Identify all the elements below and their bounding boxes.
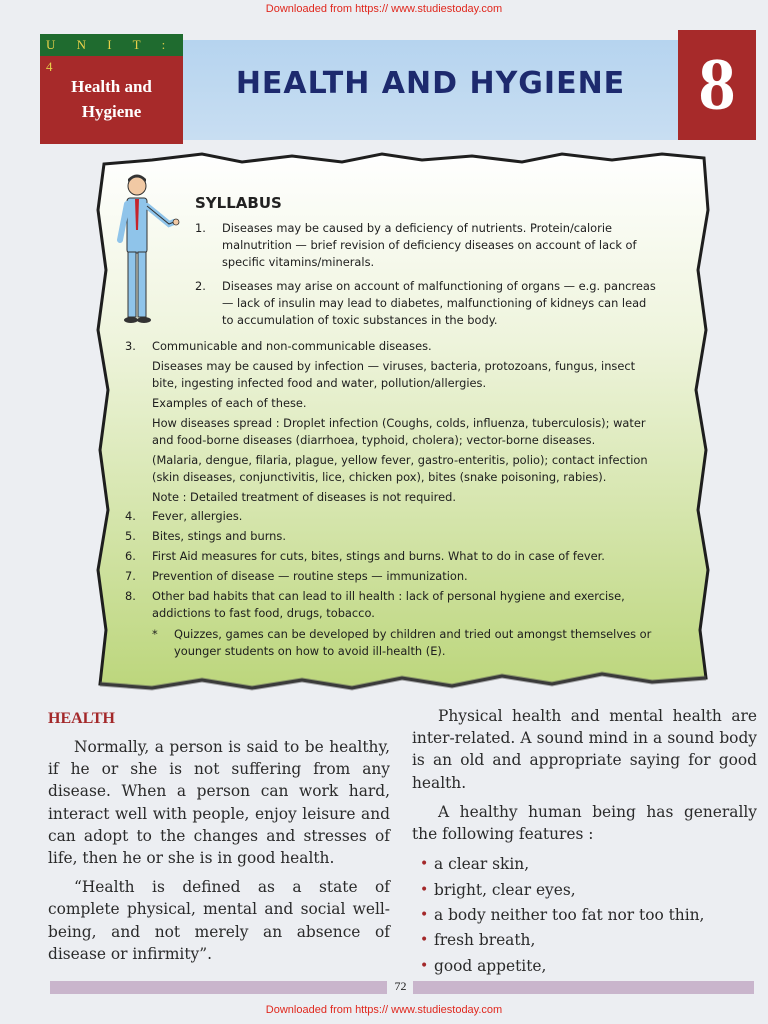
syllabus-line: Quizzes, games can be developed by children and tried out amongst themselves or [174,627,652,641]
syllabus-note: Note : Detailed treatment of diseases is not required. [152,490,456,504]
syllabus-item-text [152,508,242,525]
download-link-bottom[interactable]: Downloaded from https:// www.studiestoday.com [265,1004,503,1016]
syllabus-item-number: 3. [125,339,136,353]
syllabus-line: Other bad habits that can lead to ill health : lack of personal hygiene and exercise, [152,589,625,603]
bullet-icon: • [420,932,429,949]
unit-title-line2: Hygiene [81,102,142,121]
unit-box [40,34,183,144]
syllabus-item-number: 4. [125,509,136,523]
bullet-icon: • [420,957,429,974]
syllabus-item-text [152,528,286,545]
list-item [420,954,757,979]
syllabus-item-number: 7. [125,569,136,583]
syllabus-line: First Aid measures for cuts, bites, stings and burns. What to do in case of fever. [152,549,605,563]
list-item-text: good appetite, [434,956,547,975]
paragraph: A healthy human being has generally the following features : [412,802,757,844]
syllabus-item-number: 8. [125,589,136,603]
list-item-text: a clear skin, [434,855,530,874]
syllabus-line: malnutrition — brief revision of deficiency diseases on account of lack of [222,238,637,252]
paragraph-definition: “Health is defined as a state of complete physical, mental and social well-being, and not merely an absence of disease or infirmity”. [48,878,390,963]
syllabus-line: Bites, stings and burns. [152,529,286,543]
syllabus-line: to accumulation of toxic substances in the body. [222,313,498,327]
download-link-top[interactable]: Downloaded from https:// www.studiestoday.com [265,3,503,15]
page-number: 72 [394,979,407,993]
syllabus-line: younger students on how to avoid ill-health (E). [174,644,446,658]
bullet-icon: • [420,856,429,873]
syllabus-line: Diseases may arise on account of malfunctioning of organs — e.g. pancreas [222,279,656,293]
paragraph: Normally, a person is said to be healthy, if he or she is not suffering from any disease. When a person can work hard, interact well with people, enjoy leisure and can adopt to the changes and stresses of life, then he or she is in good health. [48,738,390,868]
bullet-icon: • [420,907,429,924]
health-heading: HEALTH [48,710,115,727]
syllabus-line: (Malaria, dengue, filaria, plague, yellow fever, gastro-enteritis, polio); contact infection [152,453,648,467]
syllabus-line: Fever, allergies. [152,509,243,523]
syllabus-item-text [174,626,651,660]
syllabus-item-number: 6. [125,549,136,563]
list-item [420,903,757,928]
syllabus-line: (skin diseases, conjunctivitis, lice, chicken pox), bites (snake poisoning, rabies). [152,470,607,484]
syllabus-item-text [152,568,468,585]
features-list [420,852,757,979]
unit-title-line1: Health and [71,77,152,96]
syllabus-line: addictions to fast food, drugs, tobacco. [152,606,375,620]
syllabus-item-number: 2. [195,279,206,293]
bullet-icon: • [420,881,429,898]
list-item [420,928,757,953]
left-column [48,736,390,972]
syllabus-item-star: * [152,627,158,641]
syllabus-line: Communicable and non-communicable diseases. [152,339,432,353]
syllabus-item-text [152,548,605,565]
unit-title [40,74,183,124]
syllabus-title: SYLLABUS [195,194,282,212]
list-item-text: bright, clear eyes, [434,880,576,899]
chapter-number: 8 [678,30,756,140]
syllabus-line: and food-borne diseases (diarrhoea, typhoid, cholera); vector-borne diseases. [152,433,596,447]
syllabus-line: specific vitamins/minerals. [222,255,375,269]
syllabus-line: Examples of each of these. [152,396,307,410]
syllabus-list [92,150,714,692]
footer-bar-left [50,981,387,994]
syllabus-line: Prevention of disease — routine steps — immunization. [152,569,468,583]
syllabus-item-number: 1. [195,221,206,235]
syllabus-line: How diseases spread : Droplet infection (Coughs, colds, influenza, tuberculosis); water [152,416,646,430]
syllabus-line: — lack of insulin may lead to diabetes, malfunctioning of kidneys can lead [222,296,647,310]
footer-bar-right [413,981,754,994]
right-column [412,705,757,979]
syllabus-panel [92,150,714,692]
paragraph: Physical health and mental health are inter-related. A sound mind in a sound body is an old and appropriate saying for good health. [412,707,757,792]
syllabus-line: Diseases may be caused by a deficiency of nutrients. Protein/calorie [222,221,613,235]
list-item [420,878,757,903]
syllabus-line: Diseases may be caused by infection — viruses, bacteria, protozoans, fungus, insect [152,359,636,373]
syllabus-item-text [152,588,625,622]
list-item-text: fresh breath, [434,931,536,950]
unit-label: U N I T : 4 [40,34,183,56]
syllabus-line: bite, ingesting infected food and water, pollution/allergies. [152,376,487,390]
list-item [420,852,757,877]
chapter-title: HEALTH AND HYGIENE [235,66,626,101]
syllabus-item-text [222,278,656,329]
syllabus-item-text [152,338,648,506]
syllabus-item-text [222,220,637,271]
syllabus-item-number: 5. [125,529,136,543]
list-item-text: a body neither too fat nor too thin, [434,906,705,925]
